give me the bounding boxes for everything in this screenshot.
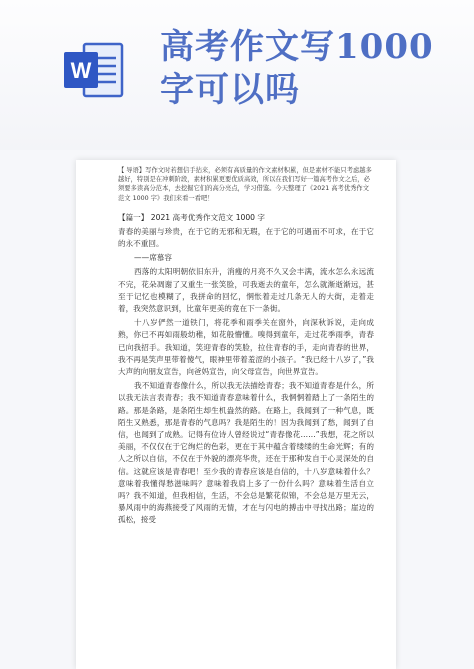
- word-icon-letter: W: [70, 58, 92, 83]
- document-content: [118, 166, 374, 527]
- word-document-icon: [62, 38, 126, 102]
- page-title: 高考作文写1000字可以吗: [160, 27, 434, 110]
- paragraph: 我不知道青春像什么，所以我无法描绘青春；我不知道青春是什么，所以我无法言表青春；我不知道青春意味着什么，我惘惘着踏上了一条陌生的路。那是条路，是条陌生却生机盎然的路。在路上，我闻到了一种气息，既陌生又熟悉，那是青春的气息吗？我是陌生的！因为我闻到了愁，闻到了自信，也闻到了成熟。记得有位诗人曾经说过“青春像花……”我想，花之所以美丽，不仅仅在于它绚烂的色彩，更在于其中蕴含着缕缕的生命光辉；有的人之所以自信，不仅在于外貌的漂亮华贵，还在于那种发自于心灵深处的自信。这就应该是青春吧！至少我的青春应该是自信的，十八岁意味着什么？意味着我懂得愁滋味吗？意味着我肩上多了一份什么吗？意味着生活自立吗？我不知道，但我相信，生活，不会总是繁花似锦，不会总是万里无云，暴风雨中的海燕接受了风雨的无情，才在与闪电的搏击中寻找出路；崖边的孤松，接受: [118, 381, 374, 525]
- paragraph: 西落的太阳明朝依旧东升，消瘦的月亮不久又会丰满，流水怎么永远流不完，花朵凋谢了又重生一张笑脸，可我逝去的童年，怎么就渐逝渐远，甚至于记忆也模糊了，我拼命的回忆，惘怅着走过几条无人的大街，走着走着，我突然意识到，比童年更美的竟在下一条街。: [118, 267, 374, 314]
- paragraph: 青春的美丽与珍贵，在于它的无邪和无瑕，在于它的可遇而不可求，在于它的永不重回。: [118, 226, 374, 249]
- guide-text: 【 导语】写作文时若想信手拈来，必须有高质量的作文素材积累，但是素材不能只考虑越多越好，特别是在冲刺阶段，素材积累更要优质高效，所以在我们写好一篇高考作文之后，必须要多读高分范本，去挖掘它们的高分亮点，学习借鉴。今天整理了《2021 高考优秀作文范文 1000 字》我们来看一看吧！: [118, 167, 372, 202]
- quote-author: ——席慕容: [134, 253, 172, 263]
- paragraph: 十八岁俨然一道铁门，将花季和雨季关在窗外，向深秋诉说，走向成熟，你已不再如雨般幼稚，如花般懵懂。嗅得到童年，走过花季雨季，青春已向我招手。我知道，笑迎青春的笑脸，拉住青春的手，走向青春的世界，我不再是笑声里带着傻气，眼神里带着羞涩的小孩子。“我已经十八岁了，”我大声的向朋友宣告，向爸妈宣告，向父母宣告，向世界宣告。: [118, 318, 374, 377]
- section-title: 【篇一】 2021 高考优秀作文范文 1000 字: [118, 212, 266, 222]
